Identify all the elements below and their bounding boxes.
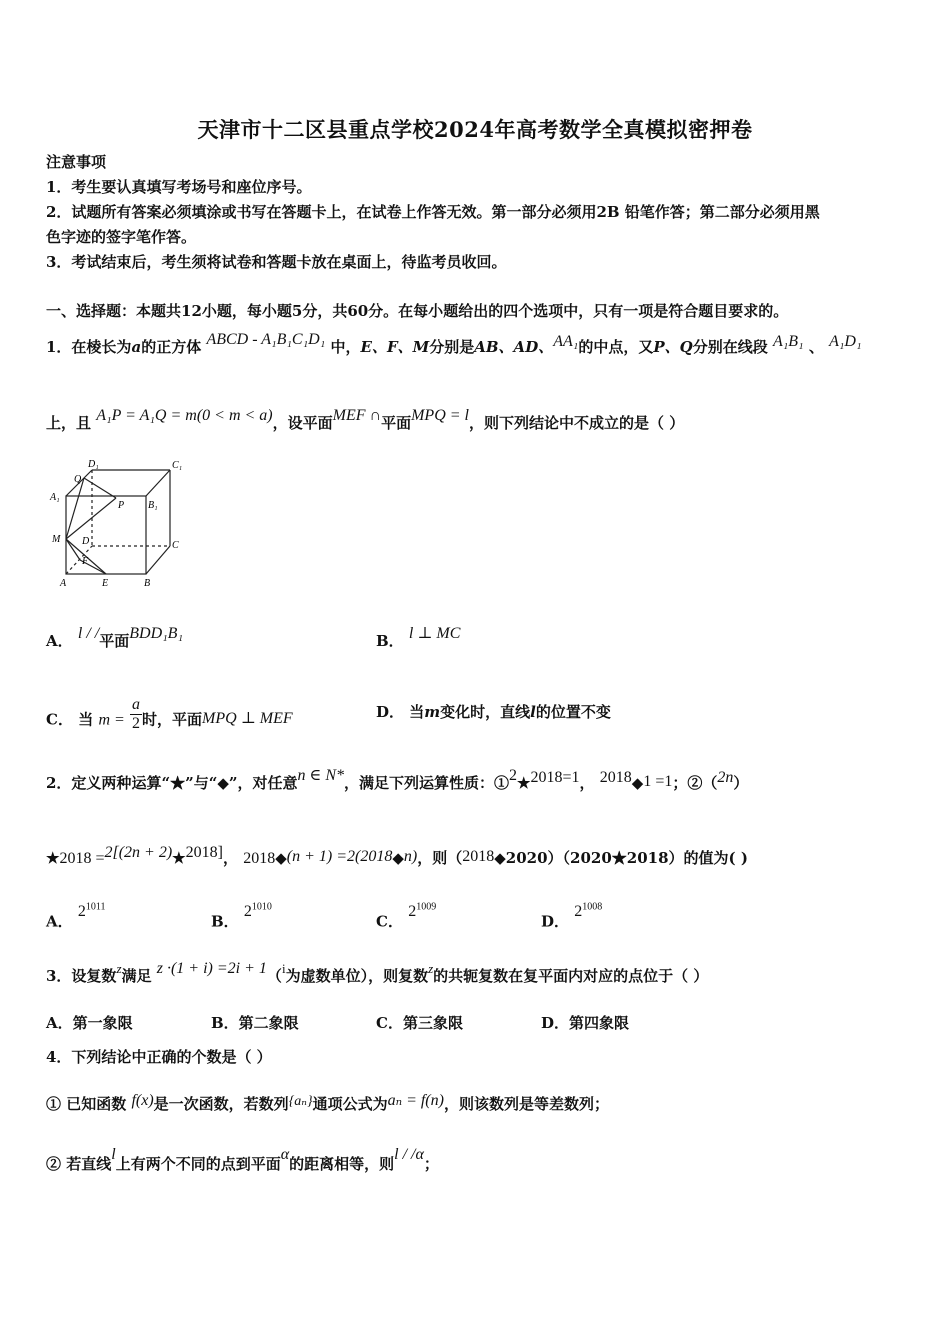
- q2-option-c[interactable]: [376, 902, 437, 932]
- q1-option-d[interactable]: [376, 702, 611, 722]
- q1-text: 分别在线段: [692, 338, 768, 356]
- q2-math: 2018 =: [59, 850, 105, 867]
- q2-math: 1 =1: [643, 773, 673, 790]
- q1-text: 中，: [330, 338, 361, 356]
- q4-math: {aₙ}: [288, 1094, 313, 1109]
- option-math: [244, 903, 272, 920]
- option-label: D．: [541, 912, 570, 931]
- q1-text: 的中点，又: [578, 338, 654, 356]
- q3-equation: z ·(1 + i) =2i + 1: [156, 960, 267, 977]
- q1-pq: P、Q: [653, 338, 693, 356]
- q1-text: 平面: [381, 414, 412, 432]
- q4-text: 的距离相等，则: [289, 1155, 395, 1173]
- power-base: 2: [408, 903, 417, 921]
- star-icon: ★: [46, 849, 60, 867]
- q1-points: E、F、M: [360, 338, 430, 356]
- option-math: l / /: [77, 625, 100, 642]
- q1-text: 1．在棱长为: [46, 338, 132, 356]
- option-text: 平面: [99, 632, 130, 650]
- q1-plane-mef: MEF ∩: [332, 407, 382, 424]
- option-math: m: [424, 703, 441, 721]
- option-math: m =: [98, 711, 125, 729]
- q2-math: 2n: [717, 769, 734, 786]
- q4-statement-1: [46, 1094, 609, 1116]
- power-base: 2: [243, 903, 252, 921]
- option-label: A．: [46, 912, 73, 931]
- q2-option-d[interactable]: [541, 902, 603, 932]
- q3-var-i: i: [281, 961, 286, 976]
- q3-var-z: z: [428, 961, 434, 976]
- q3-text: 为虚数单位），则复数: [285, 967, 429, 985]
- power-exponent: 1010: [251, 902, 272, 913]
- page-title: 天津市十二区县重点学校2024年高考数学全真模拟密押卷: [197, 117, 753, 142]
- q1-separator: 、: [808, 338, 824, 356]
- fig-label-m: M: [52, 534, 61, 545]
- q3-option-b[interactable]: B．第二象限: [211, 1014, 299, 1032]
- q4-statement-2: [46, 1146, 439, 1175]
- option-label: C．: [376, 912, 403, 931]
- q4-text: 通项公式为: [312, 1095, 388, 1113]
- option-label: D．: [376, 703, 405, 721]
- option-text: 的位置不变: [535, 703, 611, 721]
- diamond-icon: ◆: [494, 849, 506, 867]
- q4-math: f(x): [131, 1092, 154, 1109]
- fig-label-a: A: [60, 578, 67, 589]
- q4-math: l / /α: [394, 1146, 424, 1163]
- section-heading: 一、选择题：本题共12小题，每小题5分，共60分。在每小题给出的四个选项中，只有一项是符合题目要求的。: [46, 302, 789, 320]
- q1-condition: A₁P = A₁Q = m(0 < m < a): [96, 407, 273, 424]
- option-text: 变化时，直线: [440, 703, 531, 721]
- star-icon: ★: [172, 849, 186, 867]
- q1-stem-line2: [46, 407, 685, 434]
- q1-text: 上，且: [46, 414, 92, 432]
- q3-option-c[interactable]: C．第三象限: [376, 1014, 463, 1032]
- q1-text: ，设平面: [272, 414, 333, 432]
- q4-math: aₙ = f(n): [387, 1092, 444, 1109]
- q2-math: 2[(2n + 2): [104, 844, 173, 861]
- q1-edge-aa1: AA₁: [553, 333, 579, 350]
- power-base: 2: [574, 903, 583, 921]
- q1-stem-line1: [46, 331, 862, 358]
- fig-label-c1: C₁: [172, 460, 183, 471]
- q4-stem: 4．下列结论中正确的个数是（ ）: [46, 1048, 272, 1066]
- option-math: MPQ ⊥ MEF: [202, 709, 293, 727]
- q1-text: 的正方体: [141, 338, 202, 356]
- fig-label-a1: A₁: [50, 492, 60, 503]
- q2-text: ，满足下列运算性质：①: [344, 774, 510, 792]
- q3-option-a[interactable]: A．第一象限: [46, 1014, 133, 1032]
- q1-edges: AB、AD、: [474, 338, 554, 356]
- fraction-denominator: 2: [132, 715, 141, 732]
- q2-text: ；②（: [672, 774, 718, 792]
- notice-item-1: 1．考生要认真填写考场号和座位序号。: [46, 178, 312, 196]
- q4-text: ② 若直线: [46, 1155, 112, 1173]
- fig-label-d: D: [82, 536, 90, 547]
- q1-cube-name: ABCD - A₁B₁C₁D₁: [206, 331, 326, 348]
- option-text: 时，平面: [142, 710, 203, 729]
- q2-text: ，: [579, 774, 595, 792]
- q2-math: 2018=1: [530, 769, 580, 786]
- q3-text: （: [266, 967, 282, 985]
- q1-segment-2: A₁D₁: [829, 333, 862, 350]
- fig-label-b1: B₁: [148, 500, 158, 511]
- q1-text: ，则下列结论中不成立的是（ ）: [469, 414, 685, 432]
- diamond-icon: ◆: [275, 849, 287, 867]
- q3-text: 3．设复数: [46, 967, 117, 985]
- power-exponent: 1011: [85, 902, 106, 913]
- q3-text: 满足: [121, 967, 152, 985]
- fig-label-e: E: [102, 578, 109, 589]
- option-math: [78, 903, 106, 920]
- option-math: BDD₁B₁: [129, 625, 184, 642]
- q1-option-c[interactable]: [46, 696, 293, 739]
- fig-label-q: Q: [74, 474, 82, 485]
- option-text: 当: [78, 710, 94, 729]
- diamond-icon: ◆: [392, 849, 404, 867]
- option-math: [574, 903, 602, 920]
- q2-math: 2018]: [185, 844, 223, 861]
- power-exponent: 1008: [582, 902, 603, 913]
- q3-text: 的共轭复数在复平面内对应的点位于（ ）: [433, 967, 709, 985]
- q2-text: ，: [222, 849, 238, 867]
- fig-label-p: P: [118, 500, 125, 511]
- q2-option-a[interactable]: [46, 902, 106, 932]
- q2-text: ）: [733, 774, 749, 792]
- q2-math: 2018: [243, 850, 276, 867]
- q1-segment-1: A₁B₁: [772, 333, 804, 350]
- q2-math: n): [403, 848, 418, 865]
- option-label: B．: [376, 632, 404, 650]
- option-label: C．: [46, 710, 73, 729]
- option-math: l ⊥ MC: [408, 625, 461, 642]
- q4-math: l: [111, 1146, 116, 1163]
- q2-stem-line1: [46, 767, 749, 794]
- option-label: A．: [46, 632, 73, 650]
- q2-text: 2．定义两种运算“★”与“◆”，对任意: [46, 774, 298, 792]
- fig-label-f: F: [82, 556, 89, 567]
- q3-stem: [46, 960, 709, 987]
- q1-plane-mpq: MPQ = l: [411, 407, 469, 424]
- q1-option-b[interactable]: [376, 625, 461, 652]
- star-icon: ★: [517, 774, 531, 792]
- fraction-numerator: a: [132, 696, 141, 713]
- notice-item-3: 3．考试结束后，考生须将试卷和答题卡放在桌面上，待监考员收回。: [46, 253, 507, 271]
- q2-text: ，则（: [417, 849, 463, 867]
- option-text: 当: [409, 703, 425, 721]
- option-label: B．: [211, 912, 239, 931]
- q1-option-a[interactable]: [46, 625, 184, 652]
- power-base: 2: [77, 903, 86, 921]
- q4-text: 是一次函数，若数列: [153, 1095, 289, 1113]
- fig-label-d1: D₁: [88, 459, 99, 470]
- notice-heading: 注意事项: [46, 153, 107, 171]
- q1-cube-figure: [44, 456, 194, 592]
- fig-label-c: C: [172, 540, 179, 551]
- q2-math: 2018: [599, 769, 632, 786]
- notice-item-2-cont: 色字迹的签字笔作答。: [46, 228, 197, 246]
- q2-math: 2: [509, 767, 518, 784]
- q2-text: 2020）（2020★2018）的值为( ): [505, 849, 748, 867]
- q2-math: 2018: [462, 848, 495, 865]
- fraction-a-over-2: [130, 696, 142, 733]
- q2-math: (n + 1) =2(2018: [286, 848, 393, 865]
- q2-stem-line2: [46, 844, 748, 869]
- cube-front-face: [66, 496, 146, 574]
- q4-text: ；: [423, 1155, 439, 1173]
- q4-text: 上有两个不同的点到平面: [115, 1155, 281, 1173]
- diamond-icon: ◆: [631, 774, 644, 792]
- option-math: [408, 903, 436, 920]
- fig-label-b: B: [144, 578, 151, 589]
- q4-text: ① 已知函数: [46, 1095, 127, 1113]
- notice-item-2: 2．试题所有答案必须填涂或书写在答题卡上，在试卷上作答无效。第一部分必须用2B 铅笔作答；第二部分必须用黑: [46, 203, 820, 221]
- q4-text: ，则该数列是等差数列；: [443, 1095, 609, 1113]
- q3-option-d[interactable]: D．第四象限: [541, 1014, 630, 1032]
- q4-math: α: [280, 1146, 290, 1163]
- q3-var-z: z: [116, 961, 122, 976]
- q2-option-b[interactable]: [211, 902, 272, 932]
- power-exponent: 1009: [416, 902, 437, 913]
- q1-var-a: a: [131, 338, 142, 356]
- option-math: l: [530, 703, 536, 721]
- q2-condition: n ∈ N*: [297, 767, 345, 784]
- q1-text: 分别是: [429, 338, 475, 356]
